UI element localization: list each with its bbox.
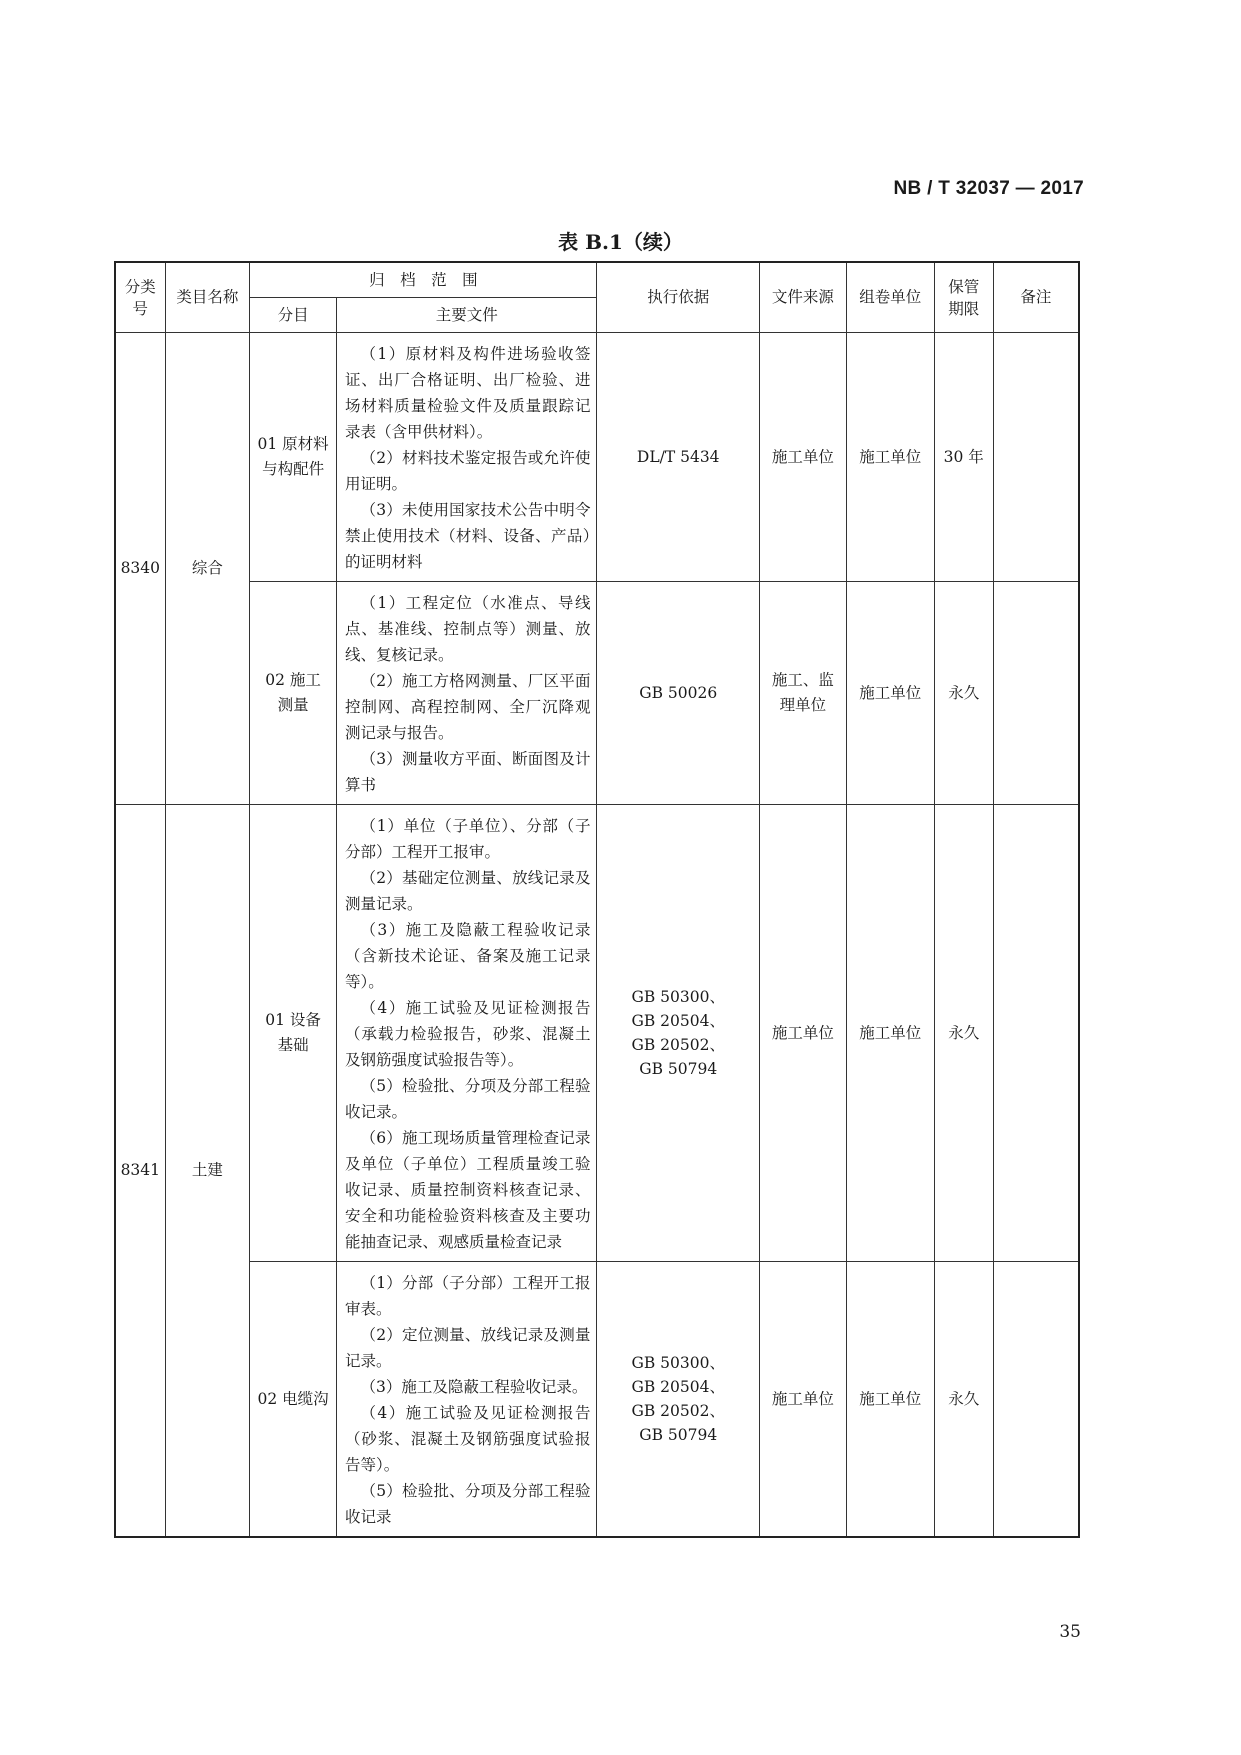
main-docs: [336, 1262, 596, 1538]
header-source: 文件来源: [759, 262, 846, 333]
sub-item: 02 施工测量: [250, 582, 337, 805]
basis-line: GB 50794: [639, 1060, 718, 1078]
basis-line: DL/T 5434: [636, 448, 720, 466]
basis-line: GB 20502、: [631, 1402, 725, 1420]
doc-item: （2）定位测量、放线记录及测量记录。: [344, 1326, 591, 1370]
class-code: 8340: [115, 333, 165, 805]
note: [993, 1262, 1079, 1538]
basis: [597, 1262, 760, 1538]
doc-item: （5）检验批、分项及分部工程验收记录: [344, 1482, 591, 1526]
header-category: 类目名称: [165, 262, 250, 333]
doc-item: （1）分部（子分部）工程开工报审表。: [344, 1274, 591, 1318]
header-scope: 归 档 范 围: [250, 262, 597, 298]
doc-item: （6）施工现场质量管理检查记录及单位（子单位）工程质量竣工验收记录、质量控制资料核查记录、安全和功能检验资料核查及主要功能抽查记录、观感质量检查记录: [344, 1129, 591, 1251]
retention: 永久: [934, 805, 993, 1262]
basis: [597, 333, 760, 582]
doc-item: （1）单位（子单位）、分部（子分部）工程开工报审。: [344, 817, 591, 861]
standard-code: NB / T 32037 — 2017: [893, 178, 1084, 199]
unit: 施工单位: [846, 1262, 934, 1538]
doc-item: （3）施工及隐蔽工程验收记录（含新技术论证、备案及施工记录等）。: [344, 921, 591, 991]
source: 施工单位: [759, 1262, 846, 1538]
doc-item: （2）基础定位测量、放线记录及测量记录。: [344, 869, 591, 913]
basis-line: GB 50794: [639, 1426, 718, 1444]
basis-line: GB 50026: [639, 684, 718, 702]
header-basis: 执行依据: [597, 262, 760, 333]
source: 施工单位: [759, 333, 846, 582]
retention: 永久: [934, 582, 993, 805]
doc-item: （3）测量收方平面、断面图及计算书: [344, 750, 591, 794]
retention: 30 年: [934, 333, 993, 582]
basis-line: GB 20502、: [631, 1036, 725, 1054]
header-docs: 主要文件: [336, 298, 596, 333]
table-title: 表 B.1（续）: [558, 230, 683, 254]
basis-line: GB 50300、: [631, 988, 725, 1006]
category-name: 土建: [165, 805, 250, 1538]
header-retention: 保管期限: [934, 262, 993, 333]
doc-item: （4）施工试验及见证检测报告（承载力检验报告，砂浆、混凝土及钢筋强度试验报告等）。: [344, 999, 591, 1069]
source: 施工单位: [759, 805, 846, 1262]
header-note: 备注: [993, 262, 1079, 333]
unit: 施工单位: [846, 333, 934, 582]
main-docs: [336, 333, 596, 582]
class-code: 8341: [115, 805, 165, 1538]
retention: 永久: [934, 1262, 993, 1538]
doc-item: （4）施工试验及见证检测报告（砂浆、混凝土及钢筋强度试验报告等）。: [344, 1404, 591, 1474]
source: 施工、监理单位: [759, 582, 846, 805]
doc-item: （2）材料技术鉴定报告或允许使用证明。: [344, 449, 591, 493]
note: [993, 333, 1079, 582]
note: [993, 805, 1079, 1262]
header-sub: 分目: [250, 298, 337, 333]
sub-item: 01 原材料与构配件: [250, 333, 337, 582]
archive-table: [114, 261, 1080, 1538]
doc-item: （5）检验批、分项及分部工程验收记录。: [344, 1077, 591, 1121]
doc-item: （1）工程定位（水准点、导线点、基准线、控制点等）测量、放线、复核记录。: [344, 594, 591, 664]
doc-item: （1）原材料及构件进场验收签证、出厂合格证明、出厂检验、进场材料质量检验文件及质量跟踪记录表（含甲供材料）。: [344, 345, 591, 441]
main-docs: [336, 805, 596, 1262]
page-number: 35: [1059, 1622, 1081, 1642]
category-name: 综合: [165, 333, 250, 805]
table-row: [115, 333, 1079, 582]
table-row: [115, 1262, 1079, 1538]
table-row: [115, 582, 1079, 805]
basis-line: GB 20504、: [631, 1378, 725, 1396]
header-code: 分类号: [115, 262, 165, 333]
unit: 施工单位: [846, 805, 934, 1262]
unit: 施工单位: [846, 582, 934, 805]
basis: [597, 582, 760, 805]
table-row: [115, 805, 1079, 1262]
basis-line: GB 50300、: [631, 1354, 725, 1372]
doc-item: （3）施工及隐蔽工程验收记录。: [360, 1378, 588, 1396]
sub-item: 02 电缆沟: [250, 1262, 337, 1538]
main-docs: [336, 582, 596, 805]
basis: [597, 805, 760, 1262]
sub-item: 01 设备基础: [250, 805, 337, 1262]
doc-item: （2）施工方格网测量、厂区平面控制网、高程控制网、全厂沉降观测记录与报告。: [344, 672, 591, 742]
header-unit: 组卷单位: [846, 262, 934, 333]
note: [993, 582, 1079, 805]
doc-item: （3）未使用国家技术公告中明令禁止使用技术（材料、设备、产品）的证明材料: [344, 501, 591, 571]
basis-line: GB 20504、: [631, 1012, 725, 1030]
